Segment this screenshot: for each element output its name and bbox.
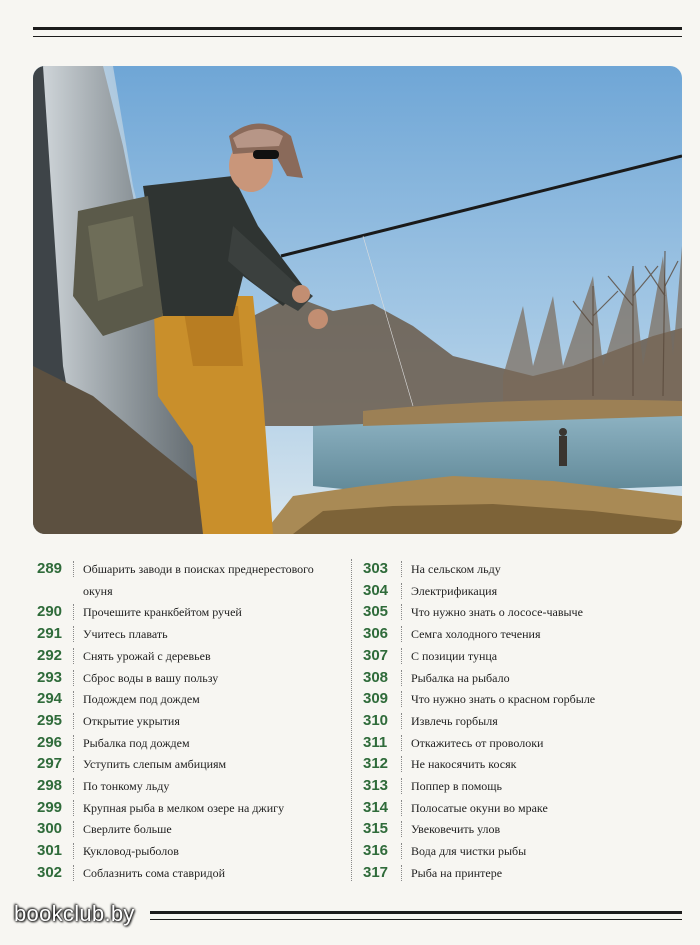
toc-entry-separator — [73, 800, 74, 816]
toc-entry — [33, 559, 351, 602]
toc-entry — [361, 819, 682, 841]
toc-entry-title: Подождем под дождем — [83, 692, 200, 707]
toc-entry-separator — [401, 865, 402, 881]
toc-entry-separator — [401, 670, 402, 686]
toc-entry-separator — [401, 691, 402, 707]
toc-entry-title: Сверлите больше — [83, 822, 172, 837]
toc-entry-title: Обшарить заводи в поисках преднерестового окуня — [83, 562, 314, 598]
toc-entry — [361, 754, 682, 776]
toc-entry-separator — [73, 604, 74, 620]
toc-entry-number: 298 — [37, 777, 63, 795]
toc-entry-separator — [401, 561, 402, 577]
toc-entry-number: 303 — [363, 560, 389, 577]
toc-entry-number: 317 — [363, 863, 389, 881]
toc-entry-number: 316 — [363, 842, 389, 860]
toc-entry — [361, 863, 682, 885]
toc-entry — [361, 711, 682, 733]
toc-entry-title: Семга холодного течения — [411, 627, 541, 642]
toc-entry-separator — [401, 713, 402, 729]
toc-entry-title: Рыбалка под дождем — [83, 735, 190, 750]
toc-entry — [361, 668, 682, 690]
toc-entry-number: 291 — [37, 625, 63, 643]
toc-entry-title: Учитесь плавать — [83, 627, 168, 642]
toc-entry-title: Крупная рыба в мелком озере на джигу — [83, 800, 285, 815]
toc-entry — [361, 733, 682, 755]
toc-entry-number: 297 — [37, 755, 63, 773]
top-rule — [33, 27, 682, 37]
toc-entry-separator — [73, 821, 74, 837]
toc-entry-number: 306 — [363, 625, 389, 643]
toc-entry-title: С позиции тунца — [411, 648, 498, 663]
toc-entry-number: 312 — [363, 755, 389, 773]
toc-entry-title: Рыбалка на рыбало — [411, 670, 510, 685]
toc-entry-title: Откажитесь от проволоки — [411, 735, 544, 750]
toc-entry-title: Рыба на принтере — [411, 865, 503, 880]
toc-entry — [361, 646, 682, 668]
toc-entry-title: Сброс воды в вашу пользу — [83, 670, 219, 685]
column-divider — [351, 559, 352, 881]
toc-entry — [33, 819, 351, 841]
toc-entry-separator — [401, 756, 402, 772]
toc-entry — [33, 733, 351, 755]
toc-entry-number: 289 — [37, 560, 63, 577]
toc-entry-separator — [73, 561, 74, 577]
toc-entry-title: Не накосячить косяк — [411, 757, 517, 772]
toc-entry-number: 311 — [363, 733, 388, 751]
toc-entry-number: 315 — [363, 820, 389, 838]
toc-entry-number: 290 — [37, 603, 63, 621]
watermark: bookclub.by — [14, 901, 135, 926]
toc-entry-separator — [401, 800, 402, 816]
toc-entry-title: Прочешите кранкбейтом ручей — [83, 605, 242, 620]
toc-entry-number: 314 — [363, 798, 389, 816]
toc-entry — [361, 841, 682, 863]
toc-entry-number: 308 — [363, 668, 389, 686]
toc-entry-number: 310 — [363, 711, 389, 729]
toc-entry-title: На сельском льду — [411, 562, 501, 576]
toc-entry-number: 294 — [37, 690, 63, 708]
toc-entry-title: По тонкому льду — [83, 779, 170, 794]
toc-entry — [33, 776, 351, 798]
toc-entry-separator — [73, 670, 74, 686]
toc-entry — [361, 798, 682, 820]
toc-entry-number: 304 — [363, 581, 389, 599]
toc-entry — [33, 602, 351, 624]
toc-entry-number: 301 — [37, 842, 63, 860]
toc-entry — [361, 602, 682, 624]
toc-entry-separator — [401, 778, 402, 794]
toc-entry-title: Электрификация — [411, 583, 498, 598]
toc-entry-number: 309 — [363, 690, 389, 708]
toc-entry-separator — [401, 648, 402, 664]
toc-entry-title: Поппер в помощь — [411, 779, 503, 794]
toc-entry-number: 293 — [37, 668, 63, 686]
toc-entry — [33, 689, 351, 711]
toc-entry — [33, 863, 351, 885]
toc-entry — [361, 624, 682, 646]
toc-entry — [33, 798, 351, 820]
toc-entry-separator — [73, 756, 74, 772]
toc-entry-number: 292 — [37, 646, 63, 664]
toc-entry-number: 313 — [363, 777, 389, 795]
toc-entry-title: Что нужно знать о красном горбыле — [411, 692, 596, 707]
toc-entry-number: 300 — [37, 820, 63, 838]
toc-entry — [361, 776, 682, 798]
toc-entry — [33, 646, 351, 668]
toc-entry-separator — [401, 735, 402, 751]
toc-entry-number: 305 — [363, 603, 389, 621]
toc-entry-title: Открытие укрытия — [83, 713, 180, 728]
toc-entry — [33, 754, 351, 776]
toc-entry-separator — [73, 865, 74, 881]
toc-left-column — [33, 559, 351, 885]
toc-entry — [361, 581, 682, 603]
toc-entry — [33, 624, 351, 646]
toc-entry-separator — [73, 626, 74, 642]
toc-entry — [33, 841, 351, 863]
toc-entry-title: Полосатые окуни во мраке — [411, 800, 548, 815]
fishing-photo — [33, 66, 682, 534]
toc-entry-title: Извлечь горбыля — [411, 713, 498, 728]
toc-entry-number: 307 — [363, 646, 389, 664]
toc-entry-separator — [401, 843, 402, 859]
toc-entry-title: Снять урожай с деревьев — [83, 648, 211, 663]
toc-entry-separator — [73, 778, 74, 794]
toc-entry-title: Что нужно знать о лососе-чавыче — [411, 605, 583, 620]
toc-entry-separator — [401, 821, 402, 837]
toc-entry-title: Кукловод-рыболов — [83, 844, 179, 859]
bottom-rule — [150, 911, 682, 920]
toc-entry-separator — [73, 735, 74, 751]
toc-entry-number: 302 — [37, 863, 63, 881]
toc-entry-title: Уступить слепым амбициям — [83, 757, 227, 772]
toc-entry — [361, 689, 682, 711]
toc-entry-separator — [73, 713, 74, 729]
toc-entry — [33, 668, 351, 690]
toc-entry-title: Увековечить улов — [411, 822, 501, 837]
toc-entry-number: 296 — [37, 733, 63, 751]
toc-entry-separator — [73, 691, 74, 707]
toc-entry-separator — [73, 648, 74, 664]
toc-entry-number: 295 — [37, 711, 63, 729]
toc-entry-title: Соблазнить сома ставридой — [83, 865, 226, 880]
toc-entry-separator — [401, 583, 402, 599]
table-of-contents — [33, 559, 682, 889]
toc-entry — [33, 711, 351, 733]
toc-entry — [361, 559, 682, 581]
toc-entry-separator — [73, 843, 74, 859]
toc-entry-separator — [401, 626, 402, 642]
toc-entry-number: 299 — [37, 798, 63, 816]
toc-entry-separator — [401, 604, 402, 620]
toc-right-column — [361, 559, 682, 885]
toc-entry-title: Вода для чистки рыбы — [411, 844, 527, 859]
